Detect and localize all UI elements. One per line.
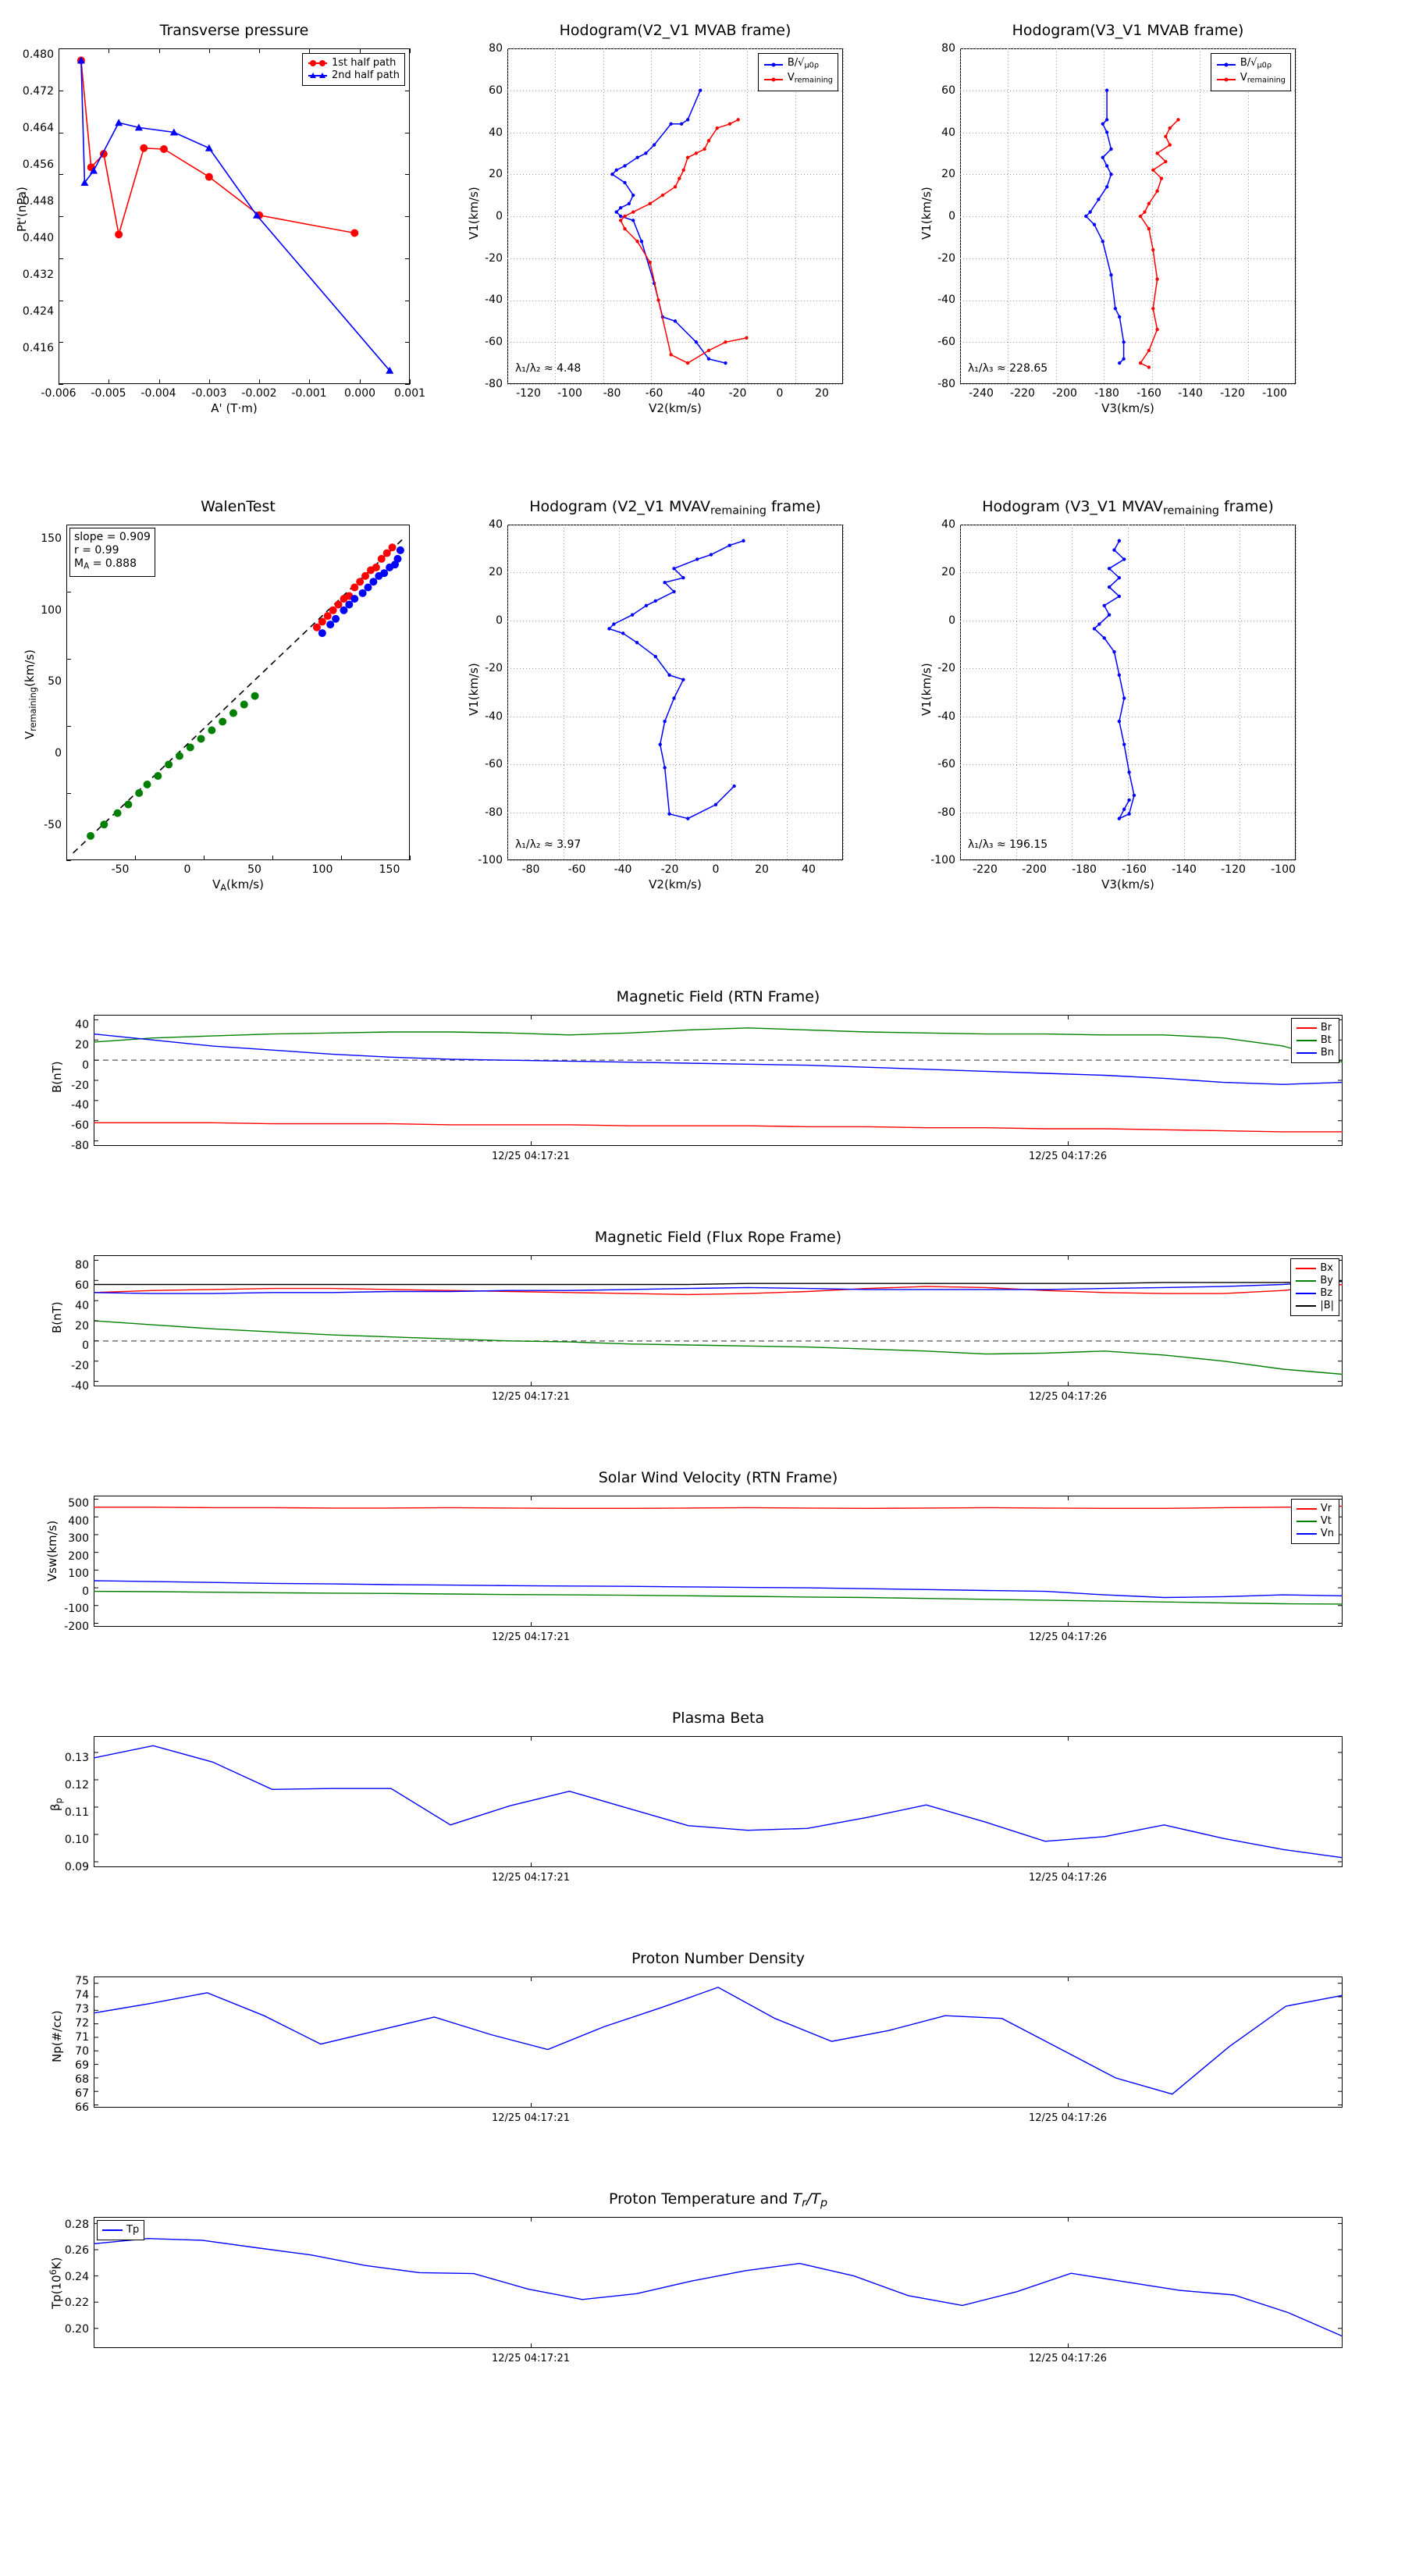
- panel-hodogram-v2v1-mvab: [467, 22, 843, 415]
- y-tick: 20: [75, 1320, 89, 1332]
- eigenvalue-ratio-annotation: λ₁/λ₃ ≈ 228.65: [968, 362, 1048, 375]
- line-marker-icon: [763, 75, 784, 84]
- legend-label: By: [1320, 1275, 1333, 1286]
- legend: [1211, 53, 1291, 91]
- y-tick: 0.10: [64, 1834, 89, 1846]
- slope-value: slope = 0.909: [74, 531, 151, 543]
- walen-stats-box: [69, 528, 155, 577]
- series-canvas: [94, 2217, 1343, 2348]
- legend-label: Bx: [1320, 1262, 1333, 1274]
- y-tick: -20: [71, 1360, 89, 1372]
- y-tick: -50: [44, 819, 62, 831]
- x-tick: -40: [614, 863, 632, 876]
- y-tick: -20: [71, 1080, 89, 1092]
- series-canvas: [960, 48, 1296, 384]
- panel-transverse-pressure: [15, 22, 426, 415]
- x-tick: -140: [1172, 863, 1197, 876]
- legend-item: [1216, 72, 1286, 87]
- x-tick-timestamp: 12/25 04:17:26: [1029, 2112, 1107, 2124]
- y-tick: 0.440: [22, 232, 54, 244]
- y-tick: -200: [64, 1621, 89, 1633]
- legend-label: Vt: [1320, 1515, 1332, 1527]
- x-axis-label: V3(km/s): [1101, 401, 1154, 415]
- panel-proton-temperature: [48, 2190, 1343, 2364]
- legend-item: [1216, 57, 1286, 72]
- legend-item: [1297, 1528, 1334, 1540]
- line-swatch-icon: [1296, 1305, 1316, 1307]
- legend: [1290, 1258, 1339, 1316]
- x-tick: 0: [712, 863, 720, 876]
- y-tick: -100: [64, 1603, 89, 1615]
- y-tick: 100: [41, 604, 62, 617]
- x-tick: -60: [567, 863, 586, 876]
- y-tick: 0.12: [64, 1779, 89, 1791]
- y-tick: -20: [485, 662, 503, 674]
- legend-label: Tp: [126, 2224, 140, 2236]
- y-tick: 69: [75, 2059, 89, 2072]
- legend: [302, 53, 405, 86]
- y-tick: -60: [937, 336, 955, 348]
- y-tick: 60: [75, 1279, 89, 1292]
- line-swatch-icon: [1296, 1280, 1316, 1282]
- x-tick-timestamp: 12/25 04:17:21: [492, 1151, 570, 1162]
- y-tick: 0.20: [64, 2323, 89, 2336]
- y-tick: 0: [55, 747, 62, 760]
- line-swatch-icon: [1296, 1268, 1316, 1269]
- legend-item: [1296, 1300, 1334, 1312]
- eigenvalue-ratio-annotation: λ₁/λ₃ ≈ 196.15: [968, 838, 1048, 851]
- circle-marker-icon: [308, 59, 328, 68]
- y-tick: -20: [485, 252, 503, 265]
- panel-title: Magnetic Field (Flux Rope Frame): [594, 1229, 842, 1246]
- legend-label: $V_{remaining}$: [787, 72, 833, 85]
- x-tick-timestamp: 12/25 04:17:26: [1029, 2353, 1107, 2364]
- y-tick: -80: [71, 1140, 89, 1152]
- y-tick: 40: [941, 126, 955, 139]
- x-tick: 150: [379, 863, 400, 876]
- y-tick: 72: [75, 2017, 89, 2030]
- y-tick: 40: [75, 1019, 89, 1031]
- x-tick: -120: [1221, 863, 1246, 876]
- y-tick: 20: [941, 566, 955, 578]
- panel-title: Proton Number Density: [631, 1950, 805, 1967]
- x-axis-label: A' (T·m): [211, 401, 258, 415]
- x-tick: -20: [728, 387, 747, 400]
- x-tick: 20: [755, 863, 769, 876]
- line-swatch-icon: [1296, 1293, 1316, 1294]
- legend-label: $B/√_{\mu 0\rho}$: [1240, 57, 1272, 70]
- legend-item: [308, 69, 400, 82]
- y-tick: 0: [82, 1585, 89, 1598]
- y-tick: 0.456: [22, 158, 54, 171]
- series-canvas: [94, 1496, 1343, 1627]
- panel-plasma-beta: [48, 1710, 1343, 1884]
- y-tick: -100: [930, 854, 955, 866]
- series-canvas: [94, 1255, 1343, 1386]
- y-tick: 0.472: [22, 85, 54, 98]
- y-tick: 0.09: [64, 1861, 89, 1873]
- x-tick: -120: [516, 387, 541, 400]
- y-tick: 500: [68, 1497, 89, 1510]
- x-tick: -180: [1072, 863, 1097, 876]
- y-tick: 0: [948, 210, 955, 222]
- y-tick: 20: [489, 566, 503, 578]
- legend-item: [102, 2224, 139, 2236]
- x-tick: -140: [1178, 387, 1203, 400]
- y-tick: 50: [48, 675, 62, 688]
- x-tick: -200: [1022, 863, 1047, 876]
- y-tick: 80: [75, 1259, 89, 1272]
- y-tick: 0.11: [64, 1806, 89, 1819]
- panel-title: Solar Wind Velocity (RTN Frame): [598, 1469, 838, 1486]
- x-tick-timestamp: 12/25 04:17:21: [492, 1391, 570, 1403]
- y-tick: -40: [71, 1380, 89, 1393]
- y-tick: 20: [489, 168, 503, 180]
- legend-label: 1st half path: [332, 57, 397, 69]
- x-tick-timestamp: 12/25 04:17:26: [1029, 1631, 1107, 1643]
- legend-item: [1297, 1022, 1334, 1034]
- y-tick: -80: [485, 378, 503, 390]
- x-tick: -200: [1052, 387, 1077, 400]
- y-tick: 0.26: [64, 2244, 89, 2257]
- legend-label: Bn: [1320, 1047, 1334, 1059]
- y-tick: 400: [68, 1515, 89, 1528]
- x-tick: -0.005: [91, 387, 126, 400]
- y-tick: 80: [941, 42, 955, 55]
- y-tick: -80: [937, 378, 955, 390]
- y-tick: 71: [75, 2031, 89, 2044]
- panel-magnetic-field-flux-rope: [50, 1229, 1343, 1403]
- y-tick: 40: [489, 126, 503, 139]
- y-tick: -20: [937, 662, 955, 674]
- legend-item: [1297, 1047, 1334, 1059]
- series-canvas: [507, 525, 843, 860]
- y-tick: 20: [75, 1039, 89, 1051]
- panel-title: Proton Temperature and $T_r/T_p$: [608, 2190, 827, 2210]
- x-axis-label: V2(km/s): [649, 401, 702, 415]
- x-tick: -0.001: [291, 387, 327, 400]
- legend-item: [1297, 1515, 1334, 1528]
- legend: [1291, 1018, 1339, 1063]
- y-tick: -40: [71, 1099, 89, 1112]
- y-tick: 70: [75, 2045, 89, 2058]
- legend-item: [1297, 1034, 1334, 1047]
- series-canvas: [94, 1015, 1343, 1146]
- line-swatch-icon: [1297, 1027, 1317, 1029]
- x-tick: -120: [1220, 387, 1245, 400]
- series-canvas: [507, 48, 843, 384]
- panel-title: Hodogram(V3_V1 MVAB frame): [1012, 22, 1244, 39]
- y-tick: 67: [75, 2087, 89, 2100]
- x-tick-timestamp: 12/25 04:17:21: [492, 1872, 570, 1884]
- x-tick-timestamp: 12/25 04:17:26: [1029, 1872, 1107, 1884]
- y-tick: -40: [485, 710, 503, 723]
- y-tick: 40: [489, 518, 503, 531]
- x-tick: 100: [311, 863, 333, 876]
- line-marker-icon: [1216, 75, 1236, 84]
- panel-title: Hodogram (V2_V1 $MVAV_{remaining}$ frame): [529, 498, 821, 518]
- x-tick: -80: [521, 863, 540, 876]
- legend: [1291, 1499, 1339, 1544]
- x-tick: 0.001: [393, 387, 426, 400]
- x-tick: -20: [660, 863, 679, 876]
- x-tick: -0.003: [191, 387, 227, 400]
- legend: [758, 53, 838, 91]
- x-tick: -220: [1010, 387, 1035, 400]
- legend-label: Vr: [1320, 1503, 1332, 1514]
- x-tick: 20: [815, 387, 829, 400]
- y-tick: 0.24: [64, 2271, 89, 2283]
- x-tick-timestamp: 12/25 04:17:26: [1029, 1151, 1107, 1162]
- y-tick: -80: [485, 806, 503, 819]
- y-tick: 300: [68, 1532, 89, 1545]
- eigenvalue-ratio-annotation: λ₁/λ₂ ≈ 3.97: [515, 838, 582, 851]
- x-tick: -40: [687, 387, 706, 400]
- y-tick: 150: [41, 532, 62, 545]
- y-tick: -40: [485, 294, 503, 306]
- y-tick: 60: [489, 84, 503, 97]
- y-tick: 0.13: [64, 1752, 89, 1764]
- y-axis-label: V1(km/s): [467, 663, 481, 716]
- series-canvas: [960, 525, 1296, 860]
- x-tick: 0: [776, 387, 784, 400]
- x-axis-label: V3(km/s): [1101, 877, 1154, 891]
- y-tick: 0: [82, 1340, 89, 1352]
- line-swatch-icon: [1297, 1508, 1317, 1510]
- y-tick: 40: [941, 518, 955, 531]
- panel-walen-test: [23, 498, 410, 893]
- line-swatch-icon: [1297, 1521, 1317, 1522]
- y-axis-label: Vsw(km/s): [45, 1520, 59, 1582]
- y-axis-label: $V_{remaining}(km/s)$: [23, 649, 38, 739]
- y-tick: -100: [478, 854, 503, 866]
- panel-solar-wind-velocity: [45, 1469, 1343, 1643]
- line-swatch-icon: [102, 2229, 123, 2231]
- legend-label: Br: [1320, 1022, 1332, 1034]
- mach-number-value: $M_A = 0.888$: [74, 557, 137, 571]
- correlation-value: r = 0.99: [74, 544, 119, 557]
- y-tick: 100: [68, 1567, 89, 1580]
- y-tick: -80: [937, 806, 955, 819]
- legend-item: [1296, 1275, 1334, 1287]
- panel-proton-number-density: [50, 1950, 1343, 2124]
- y-tick: 68: [75, 2073, 89, 2086]
- y-tick: 74: [75, 1989, 89, 2001]
- y-axis-label: Np(#/cc): [50, 2010, 64, 2062]
- y-tick: 0.448: [22, 195, 54, 208]
- y-axis-label: $\beta_p$: [48, 1798, 64, 1811]
- legend-label: $B/√_{\mu 0\rho}$: [787, 57, 820, 70]
- x-tick: 40: [802, 863, 816, 876]
- x-tick: -180: [1094, 387, 1119, 400]
- y-tick: -60: [937, 758, 955, 770]
- y-tick: -40: [937, 710, 955, 723]
- triangle-marker-icon: [308, 71, 328, 80]
- series-canvas: [94, 1736, 1343, 1867]
- y-tick: 0: [496, 614, 503, 627]
- legend-label: 2nd half path: [332, 69, 400, 81]
- y-tick: 40: [75, 1300, 89, 1312]
- x-tick: -100: [1262, 387, 1287, 400]
- x-tick: -220: [973, 863, 998, 876]
- line-marker-icon: [1216, 60, 1236, 69]
- panel-title: Magnetic Field (RTN Frame): [616, 988, 820, 1005]
- y-axis-label: V1(km/s): [919, 663, 934, 716]
- y-tick: 75: [75, 1975, 89, 1987]
- x-tick: 50: [247, 863, 261, 876]
- x-tick: 0: [183, 863, 191, 876]
- legend-label: |B|: [1320, 1300, 1334, 1311]
- line-swatch-icon: [1297, 1052, 1317, 1054]
- panel-magnetic-field-rtn: [50, 988, 1343, 1162]
- panel-hodogram-v3v1-mvab: [919, 22, 1296, 415]
- x-tick: -240: [969, 387, 994, 400]
- x-tick: -100: [557, 387, 582, 400]
- y-tick: 0.424: [22, 305, 54, 318]
- y-tick: 0: [948, 614, 955, 627]
- y-tick: 0.22: [64, 2297, 89, 2309]
- y-tick: 73: [75, 2003, 89, 2016]
- x-tick: -160: [1136, 387, 1161, 400]
- legend-item: [763, 57, 833, 72]
- y-axis-label: $Tp(10^6K)$: [48, 2257, 64, 2309]
- x-tick: -60: [645, 387, 663, 400]
- series-canvas: [94, 1976, 1343, 2108]
- y-tick: 200: [68, 1550, 89, 1563]
- y-tick: -60: [71, 1119, 89, 1132]
- y-tick: 60: [941, 84, 955, 97]
- panel-title: Hodogram(V2_V1 MVAB frame): [559, 22, 791, 39]
- y-tick: 0.480: [22, 48, 54, 61]
- legend-label: $V_{remaining}$: [1240, 72, 1286, 85]
- legend-label: Bz: [1320, 1287, 1333, 1299]
- y-tick: 0.28: [64, 2218, 89, 2231]
- x-tick: -160: [1122, 863, 1147, 876]
- x-tick-timestamp: 12/25 04:17:26: [1029, 1391, 1107, 1403]
- legend-label: Vn: [1320, 1528, 1334, 1539]
- panel-title: Hodogram (V3_V1 $MVAV_{remaining}$ frame): [982, 498, 1274, 518]
- line-marker-icon: [763, 60, 784, 69]
- x-tick: -100: [1271, 863, 1296, 876]
- x-tick: 0.000: [343, 387, 376, 400]
- y-axis-label: B(nT): [50, 1061, 64, 1093]
- panel-title: Plasma Beta: [671, 1710, 765, 1727]
- y-tick: 0.464: [22, 122, 54, 134]
- eigenvalue-ratio-annotation: λ₁/λ₂ ≈ 4.48: [515, 362, 582, 375]
- x-tick: -0.006: [41, 387, 76, 400]
- line-swatch-icon: [1297, 1040, 1317, 1041]
- y-axis-label: Pt'(nPa): [15, 187, 29, 232]
- y-tick: 66: [75, 2101, 89, 2114]
- y-tick: 0: [82, 1059, 89, 1072]
- legend-item: [1296, 1287, 1334, 1300]
- y-tick: 20: [941, 168, 955, 180]
- x-tick: -0.004: [140, 387, 176, 400]
- legend-item: [308, 57, 400, 69]
- legend: [97, 2220, 144, 2240]
- x-tick: -50: [111, 863, 130, 876]
- x-axis-label: $V_A(km/s)$: [212, 877, 264, 893]
- series-canvas: [59, 48, 410, 384]
- legend-item: [763, 72, 833, 87]
- x-tick-timestamp: 12/25 04:17:21: [492, 1631, 570, 1643]
- y-tick: -60: [485, 336, 503, 348]
- panel-title: WalenTest: [201, 498, 276, 515]
- panel-hodogram-v2v1-mvav: [467, 498, 843, 891]
- y-tick: -60: [485, 758, 503, 770]
- line-swatch-icon: [1297, 1533, 1317, 1535]
- y-tick: 80: [489, 42, 503, 55]
- y-tick: 0: [496, 210, 503, 222]
- x-tick: -80: [603, 387, 621, 400]
- x-axis-label: V2(km/s): [649, 877, 702, 891]
- legend-item: [1296, 1262, 1334, 1275]
- y-tick: -20: [937, 252, 955, 265]
- y-axis-label: B(nT): [50, 1301, 64, 1333]
- y-tick: -40: [937, 294, 955, 306]
- x-tick-timestamp: 12/25 04:17:21: [492, 2112, 570, 2124]
- panel-hodogram-v3v1-mvav: [919, 498, 1296, 891]
- legend-item: [1297, 1503, 1334, 1515]
- y-axis-label: V1(km/s): [919, 187, 934, 240]
- y-tick: 0.416: [22, 342, 54, 354]
- y-tick: 0.432: [22, 269, 54, 281]
- legend-label: Bt: [1320, 1034, 1332, 1046]
- x-tick: -0.002: [241, 387, 277, 400]
- y-axis-label: V1(km/s): [467, 187, 481, 240]
- x-tick-timestamp: 12/25 04:17:21: [492, 2353, 570, 2364]
- panel-title: Transverse pressure: [159, 22, 309, 39]
